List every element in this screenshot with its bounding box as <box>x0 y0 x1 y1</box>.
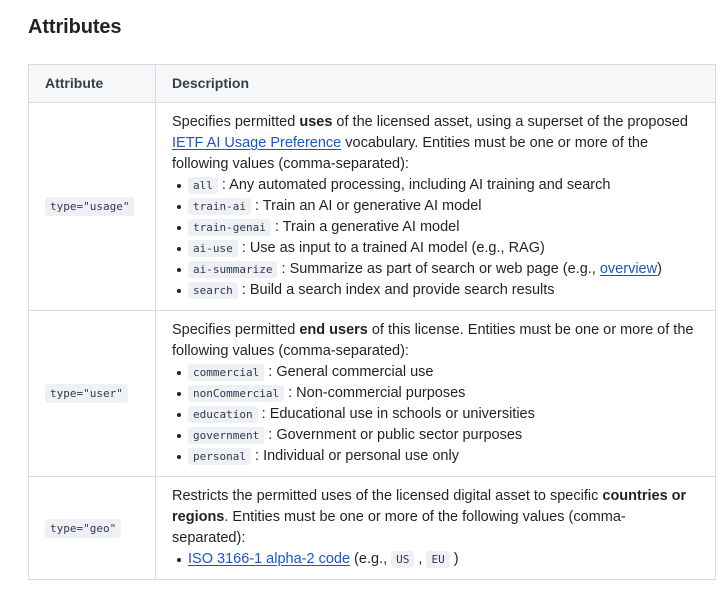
list-item <box>172 217 699 238</box>
value-code: ai-use <box>188 240 238 257</box>
desc-pre: Specifies permitted <box>172 322 300 338</box>
table-row-usage <box>29 103 716 311</box>
value-list <box>172 175 699 301</box>
attribute-code: type="usage" <box>45 197 134 216</box>
value-code: US <box>391 551 414 568</box>
attribute-code: type="geo" <box>45 519 121 538</box>
list-item <box>172 362 699 383</box>
list-item <box>172 549 699 570</box>
value-code: nonCommercial <box>188 385 284 402</box>
value-code: EU <box>426 551 449 568</box>
header-attribute: Attribute <box>29 65 156 103</box>
value-text: : Educational use in schools or universities <box>257 406 535 422</box>
desc-pre: Restricts the permitted uses of the licensed digital asset to specific <box>172 488 603 504</box>
value-text: : Any automated processing, including AI training and search <box>217 177 611 193</box>
attributes-table <box>28 64 716 580</box>
ietf-link[interactable]: IETF AI Usage Preference <box>172 135 342 151</box>
value-text: : Build a search index and provide search results <box>237 282 555 298</box>
value-post: ) <box>449 551 459 567</box>
value-text: : Train an AI or generative AI model <box>250 198 482 214</box>
value-text: : Individual or personal use only <box>250 448 459 464</box>
desc-bold: end users <box>299 322 368 338</box>
desc-pre: Specifies permitted <box>172 114 300 130</box>
desc-bold: countries or regions <box>172 488 687 525</box>
table-header-row <box>29 65 716 103</box>
list-item <box>172 238 699 259</box>
description-cell <box>156 477 716 580</box>
value-list <box>172 362 699 467</box>
attribute-cell <box>29 477 156 580</box>
table-row-geo <box>29 477 716 580</box>
value-code: personal <box>188 448 251 465</box>
desc-post: vocabulary. Entities must be one or more of the following values (comma-separated): <box>172 135 649 172</box>
description-text <box>172 486 699 549</box>
value-code: train-genai <box>188 219 271 236</box>
value-text: : Non-commercial purposes <box>284 385 466 401</box>
value-sep: , <box>414 551 427 567</box>
description-cell <box>156 311 716 477</box>
value-list <box>172 549 699 570</box>
value-code: education <box>188 406 258 423</box>
value-code: commercial <box>188 364 264 381</box>
desc-bold: uses <box>299 114 333 130</box>
value-pre: (e.g., <box>350 551 392 567</box>
value-code: train-ai <box>188 198 251 215</box>
list-item <box>172 196 699 217</box>
desc-mid: of the licensed asset, using a superset of the proposed <box>332 114 688 130</box>
iso-code-link[interactable]: ISO 3166-1 alpha-2 code <box>188 551 351 567</box>
list-item <box>172 259 699 280</box>
value-text: : Government or public sector purposes <box>264 427 523 443</box>
attribute-cell <box>29 103 156 311</box>
overview-link[interactable]: overview <box>599 261 658 277</box>
attribute-code: type="user" <box>45 384 128 403</box>
list-item <box>172 404 699 425</box>
value-text: : Train a generative AI model <box>270 219 460 235</box>
desc-post: of this license. Entities must be one or more of the following values (comma-separated): <box>172 322 694 359</box>
value-text: : General commercial use <box>264 364 434 380</box>
list-item <box>172 175 699 196</box>
value-code: government <box>188 427 264 444</box>
value-text: : Use as input to a trained AI model (e.g., RAG) <box>237 240 545 256</box>
attribute-cell <box>29 311 156 477</box>
header-description: Description <box>156 65 716 103</box>
value-code: ai-summarize <box>188 261 277 278</box>
description-text <box>172 320 699 362</box>
description-text <box>172 112 699 175</box>
list-item <box>172 280 699 301</box>
list-item <box>172 446 699 467</box>
value-code: all <box>188 177 218 194</box>
desc-post: . Entities must be one or more of the following values (comma-separated): <box>172 509 626 546</box>
value-text: : Summarize as part of search or web page (e.g., <box>277 261 600 277</box>
section-title: Attributes <box>28 16 122 38</box>
list-item <box>172 383 699 404</box>
list-item <box>172 425 699 446</box>
table-row-user <box>29 311 716 477</box>
description-cell <box>156 103 716 311</box>
value-code: search <box>188 282 238 299</box>
value-after: ) <box>657 261 662 277</box>
